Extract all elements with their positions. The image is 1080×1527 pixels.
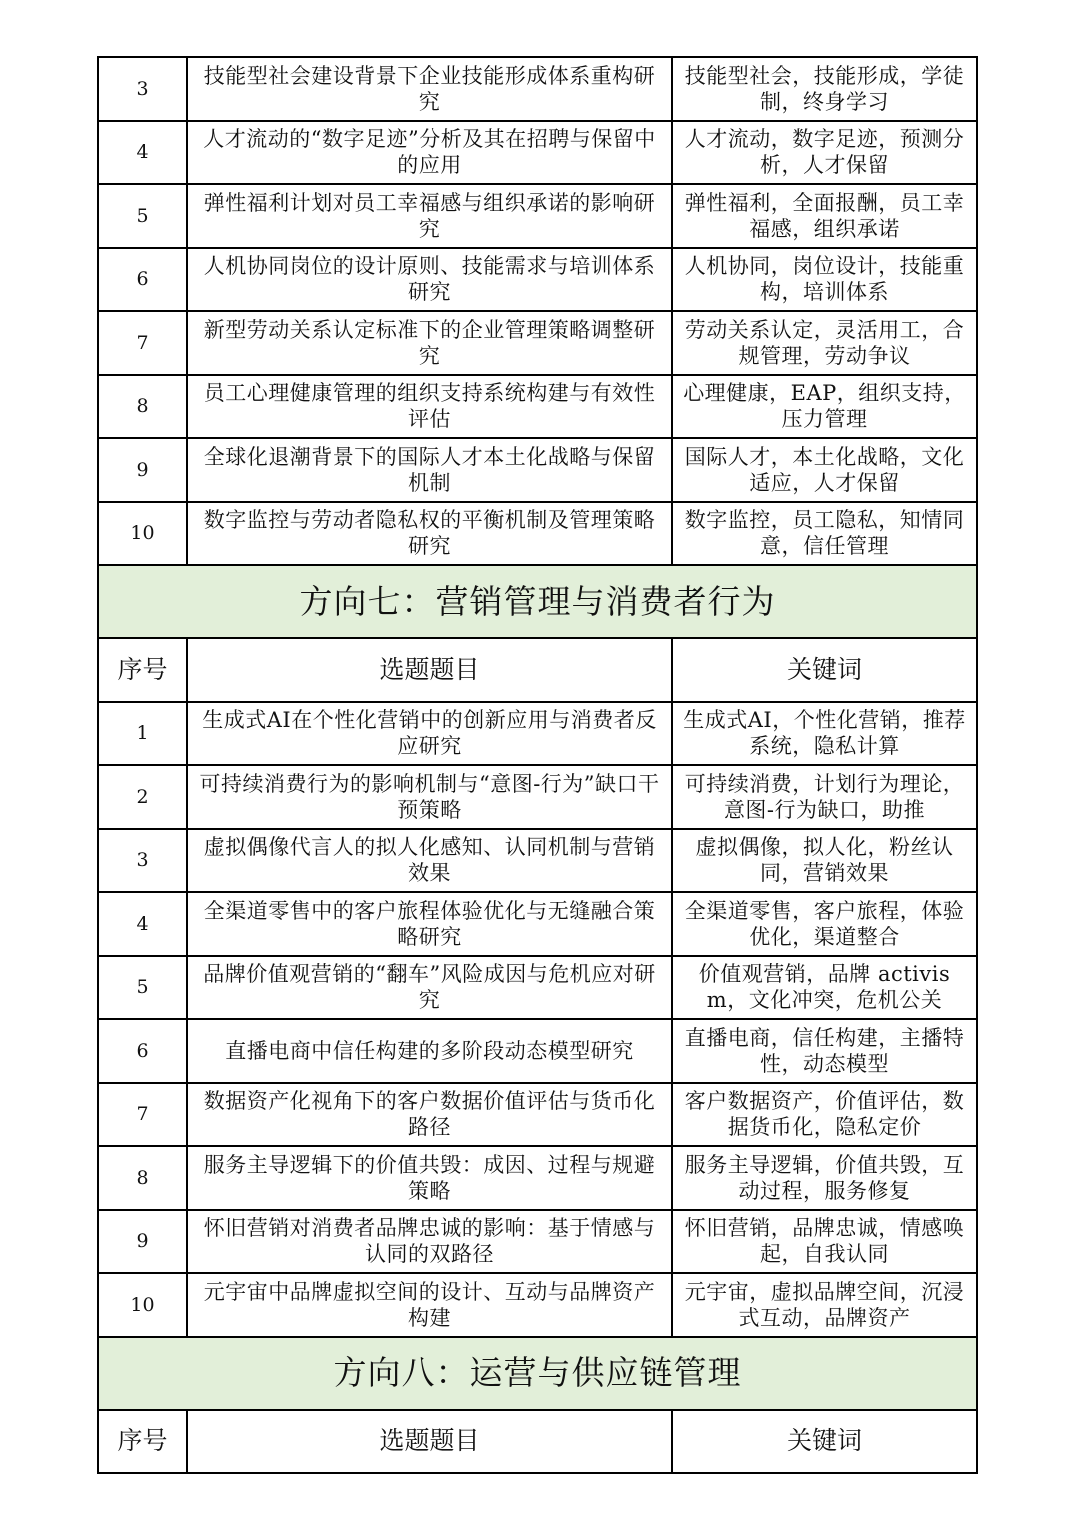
row-topic: 数字监控与劳动者隐私权的平衡机制及管理策略研究: [187, 502, 672, 566]
table-header-row: [98, 638, 977, 702]
row-topic: 可持续消费行为的影响机制与“意图-行为”缺口干预策略: [187, 765, 672, 829]
row-keywords: 劳动关系认定，灵活用工，合规管理，劳动争议: [672, 311, 977, 375]
row-number: 6: [98, 1019, 187, 1083]
row-topic: 怀旧营销对消费者品牌忠诚的影响：基于情感与认同的双路径: [187, 1210, 672, 1274]
row-keywords: 人机协同，岗位设计，技能重构，培训体系: [672, 248, 977, 312]
row-keywords: 可持续消费，计划行为理论，意图-行为缺口，助推: [672, 765, 977, 829]
row-number: 5: [98, 956, 187, 1020]
row-number: 6: [98, 248, 187, 312]
row-number: 10: [98, 1273, 187, 1337]
row-topic: 人才流动的“数字足迹”分析及其在招聘与保留中的应用: [187, 121, 672, 185]
row-keywords: 技能型社会，技能形成，学徒制，终身学习: [672, 57, 977, 121]
row-number: 2: [98, 765, 187, 829]
row-number: 9: [98, 1210, 187, 1274]
row-keywords: 虚拟偶像，拟人化，粉丝认同，营销效果: [672, 829, 977, 893]
row-number: 9: [98, 438, 187, 502]
header-topic: 选题题目: [187, 1410, 672, 1474]
table-row: [98, 956, 977, 1020]
header-keywords: 关键词: [672, 638, 977, 702]
row-keywords: 元宇宙，虚拟品牌空间，沉浸式互动，品牌资产: [672, 1273, 977, 1337]
row-number: 8: [98, 375, 187, 439]
row-topic: 人机协同岗位的设计原则、技能需求与培训体系研究: [187, 248, 672, 312]
header-number: 序号: [98, 1410, 187, 1474]
row-topic: 全球化退潮背景下的国际人才本土化战略与保留机制: [187, 438, 672, 502]
row-keywords: 人才流动，数字足迹，预测分析，人才保留: [672, 121, 977, 185]
row-keywords: 生成式AI，个性化营销，推荐系统，隐私计算: [672, 702, 977, 766]
section-title-row: [98, 565, 977, 638]
row-topic: 服务主导逻辑下的价值共毁：成因、过程与规避策略: [187, 1146, 672, 1210]
row-topic: 新型劳动关系认定标准下的企业管理策略调整研究: [187, 311, 672, 375]
row-topic: 虚拟偶像代言人的拟人化感知、认同机制与营销效果: [187, 829, 672, 893]
table-row: [98, 121, 977, 185]
row-topic: 生成式AI在个性化营销中的创新应用与消费者反应研究: [187, 702, 672, 766]
row-number: 8: [98, 1146, 187, 1210]
table-row: [98, 184, 977, 248]
section-title-row: [98, 1337, 977, 1410]
table-row: [98, 502, 977, 566]
header-keywords: 关键词: [672, 1410, 977, 1474]
row-keywords: 价值观营销，品牌 activism，文化冲突，危机公关: [672, 956, 977, 1020]
row-keywords: 数字监控，员工隐私，知情同意，信任管理: [672, 502, 977, 566]
row-number: 3: [98, 57, 187, 121]
table-row: [98, 1146, 977, 1210]
row-topic: 元宇宙中品牌虚拟空间的设计、互动与品牌资产构建: [187, 1273, 672, 1337]
table-row: [98, 702, 977, 766]
row-keywords: 心理健康，EAP，组织支持，压力管理: [672, 375, 977, 439]
table-row: [98, 438, 977, 502]
table-row: [98, 57, 977, 121]
header-number: 序号: [98, 638, 187, 702]
row-keywords: 弹性福利，全面报酬，员工幸福感，组织承诺: [672, 184, 977, 248]
section-title: 方向八：运营与供应链管理: [98, 1337, 977, 1410]
table-row: [98, 1273, 977, 1337]
row-topic: 弹性福利计划对员工幸福感与组织承诺的影响研究: [187, 184, 672, 248]
table-row: [98, 1083, 977, 1147]
row-keywords: 服务主导逻辑，价值共毁，互动过程，服务修复: [672, 1146, 977, 1210]
row-topic: 品牌价值观营销的“翻车”风险成因与危机应对研究: [187, 956, 672, 1020]
row-number: 7: [98, 1083, 187, 1147]
row-number: 5: [98, 184, 187, 248]
row-number: 4: [98, 892, 187, 956]
topic-table: [97, 56, 978, 1474]
header-topic: 选题题目: [187, 638, 672, 702]
row-topic: 全渠道零售中的客户旅程体验优化与无缝融合策略研究: [187, 892, 672, 956]
table-row: [98, 829, 977, 893]
row-keywords: 怀旧营销，品牌忠诚，情感唤起，自我认同: [672, 1210, 977, 1274]
row-keywords: 全渠道零售，客户旅程，体验优化，渠道整合: [672, 892, 977, 956]
row-keywords: 客户数据资产，价值评估，数据货币化，隐私定价: [672, 1083, 977, 1147]
table-row: [98, 311, 977, 375]
table-row: [98, 375, 977, 439]
row-topic: 技能型社会建设背景下企业技能形成体系重构研究: [187, 57, 672, 121]
table-row: [98, 248, 977, 312]
table-row: [98, 892, 977, 956]
row-number: 7: [98, 311, 187, 375]
section-title: 方向七：营销管理与消费者行为: [98, 565, 977, 638]
table-row: [98, 1210, 977, 1274]
row-number: 1: [98, 702, 187, 766]
row-number: 4: [98, 121, 187, 185]
row-topic: 直播电商中信任构建的多阶段动态模型研究: [187, 1019, 672, 1083]
table-header-row: [98, 1410, 977, 1474]
row-topic: 数据资产化视角下的客户数据价值评估与货币化路径: [187, 1083, 672, 1147]
row-number: 10: [98, 502, 187, 566]
row-keywords: 直播电商，信任构建，主播特性，动态模型: [672, 1019, 977, 1083]
row-topic: 员工心理健康管理的组织支持系统构建与有效性评估: [187, 375, 672, 439]
table-row: [98, 1019, 977, 1083]
table-row: [98, 765, 977, 829]
row-keywords: 国际人才，本土化战略，文化适应，人才保留: [672, 438, 977, 502]
row-number: 3: [98, 829, 187, 893]
